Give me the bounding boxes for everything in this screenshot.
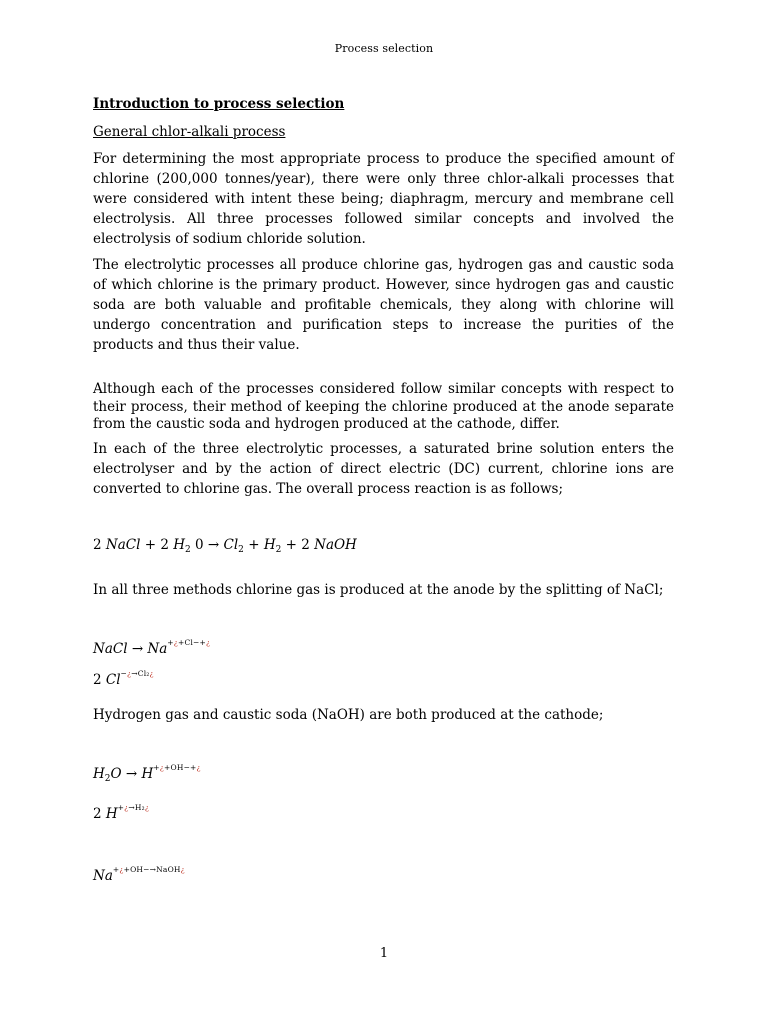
garbled-superscript: +¿+OH−+¿ bbox=[153, 762, 201, 772]
equation-overall: 2 NaCl + 2 $H_2$ $0 \to Cl_2 + H_2 + 2$ NaOH bbox=[93, 536, 357, 555]
garbled-superscript: +¿→H₂¿ bbox=[117, 802, 150, 812]
equation-hydrogen: 2 $H^{+¿\to H_2¿}$ bbox=[93, 802, 150, 822]
equation-water: $H_2O \to H^{+¿+OH-+¿}$ bbox=[93, 762, 201, 784]
section-heading: Introduction to process selection bbox=[93, 96, 345, 112]
page-content bbox=[93, 94, 674, 886]
paragraph-intro: For determining the most appropriate process to produce the specified amount of chlorine (200,000 tonnes/year), there were only three chlor-alkali processes that were considered with intent these being; diaphragm, mercury and membrane cell electrolysis. All three processes followed similar concepts and involved the electrolysis of sodium chloride solution. bbox=[93, 151, 674, 247]
equation-sodium: $Na^{+¿+OH-\to NaOH¿}$ bbox=[93, 864, 185, 884]
garbled-superscript: +¿+Cl−+¿ bbox=[167, 637, 211, 647]
cathode-intro: Hydrogen gas and caustic soda (NaOH) are both produced at the cathode; bbox=[93, 706, 604, 723]
paragraph-reaction-intro: In each of the three electrolytic processes, a saturated brine solution enters the electrolyser and by the action of direct electric (DC) current, chlorine ions are converted to chlorine gas. The overall process reaction is as follows; bbox=[93, 440, 674, 497]
equation-chloride: 2 $Cl^{-¿\to Cl_2¿}$ bbox=[93, 668, 154, 688]
equation-nacl-split: NaCl → $Na^{+¿+Cl-+¿}$ bbox=[93, 637, 211, 657]
page-header: Process selection bbox=[334, 42, 434, 55]
page-number: 1 bbox=[379, 946, 389, 961]
garbled-superscript: +¿+OH−→NaOH¿ bbox=[112, 864, 185, 874]
paragraph-differences: Although each of the processes considered follow similar concepts with respect to their process, their method of keeping the chlorine produced at the anode separate from the caustic soda and hydrogen produced at the cathode, differ. bbox=[93, 381, 674, 432]
paragraph-products: The electrolytic processes all produce chlorine gas, hydrogen gas and caustic soda of which chlorine is the primary product. However, since hydrogen gas and caustic soda are both valuable and profitable chemicals, they along with chlorine will undergo concentration and purification steps to increase the purities of the products and thus their value. bbox=[93, 257, 674, 353]
garbled-superscript: −¿→Cl₂¿ bbox=[120, 668, 154, 678]
section-subheading: General chlor-alkali process bbox=[93, 124, 286, 140]
anode-intro: In all three methods chlorine gas is produced at the anode by the splitting of NaCl; bbox=[93, 581, 664, 598]
